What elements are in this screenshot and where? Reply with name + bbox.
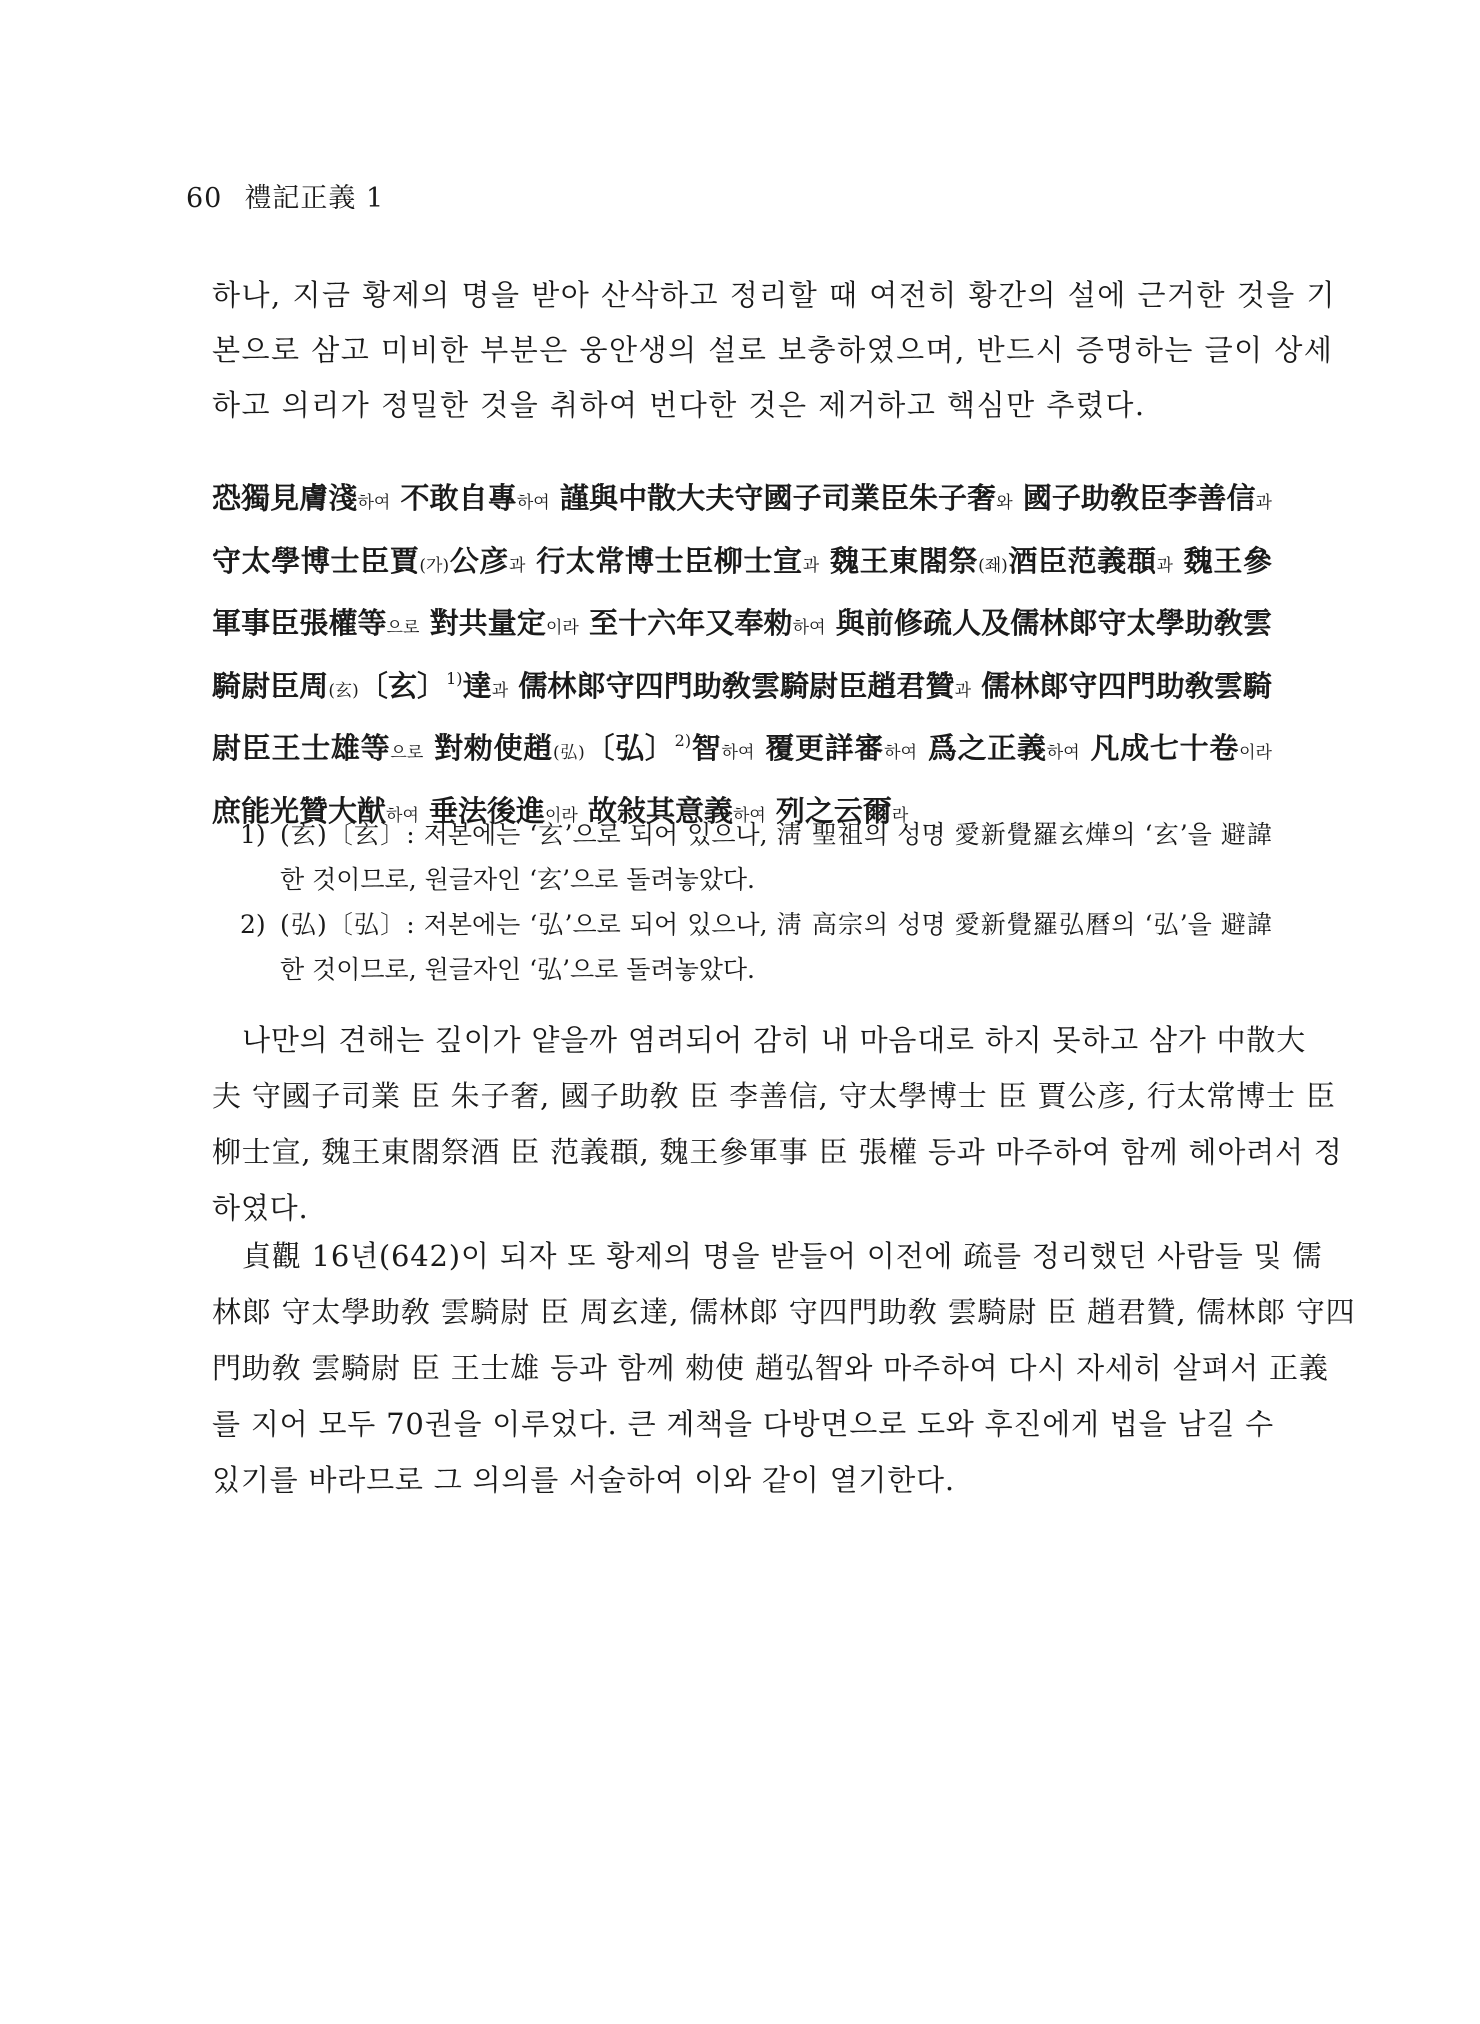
text-line: 본으로 삼고 미비한 부분은 웅안생의 설로 보충하였으며, 반드시 증명하는 글이 상세 (212, 333, 1334, 367)
text-line: 나만의 견해는 깊이가 얕을까 염려되어 감히 내 마음대로 하지 못하고 삼가 中散大 (242, 1023, 1307, 1057)
footnote-line: (玄)〔玄〕: 저본에는 ‘玄’으로 되어 있으나, 淸 聖祖의 성명 愛新覺羅玄燁의 ‘玄’을 避諱 (280, 820, 1272, 849)
footnote-marker: 2) (674, 731, 692, 750)
footnote-marker: 1) (446, 668, 463, 688)
footnote-item (240, 812, 1272, 902)
text-line: 있기를 바라므로 그 의의를 서술하여 이와 같이 열기한다. (212, 1463, 955, 1497)
text-line: 하고 의리가 정밀한 것을 취하여 번다한 것은 제거하고 핵심만 추렸다. (212, 388, 1146, 422)
text-line: 하였다. (212, 1191, 309, 1225)
text-line: 門助敎 雲騎尉 臣 王士雄 등과 함께 勑使 趙弘智와 마주하여 다시 자세히 살펴서 正義 (212, 1351, 1329, 1385)
translation-paragraph-1 (212, 268, 1337, 433)
translation-paragraph-3 (212, 1228, 1356, 1508)
original-line: 尉臣王士雄等으로 對勑使趙(弘)〔弘〕$^{2)}$智하여 覆更詳審하여 爲之正義하여 凡成七十卷이라 (212, 731, 1272, 765)
text-line: 를 지어 모두 70권을 이루었다. 큰 계책을 다방면으로 도와 후진에게 법을 남길 수 (212, 1407, 1274, 1441)
footnote-line: 한 것이므로, 원글자인 ‘玄’으로 돌려놓았다. (280, 865, 755, 894)
translation-paragraph-2 (212, 1012, 1343, 1236)
original-text-paragraph (212, 470, 1272, 845)
text-line: 하나, 지금 황제의 명을 받아 산삭하고 정리할 때 여전히 황간의 설에 근거한 것을 기 (212, 278, 1337, 312)
footnote-item (240, 902, 1272, 992)
text-line: 夫 守國子司業 臣 朱子奢, 國子助敎 臣 李善信, 守太學博士 臣 賈公彦, 行太常博士 臣 (212, 1079, 1336, 1113)
text-line: 林郞 守太學助敎 雲騎尉 臣 周玄達, 儒林郞 守四門助敎 雲騎尉 臣 趙君贊, 儒林郞 守四 (212, 1295, 1356, 1329)
original-line: 庶能光贊大猷하여 垂法後進이라 故敍其意義하여 列之云爾라 (212, 793, 909, 828)
book-title: 禮記正義 1 (244, 183, 385, 214)
original-line: 守太學博士臣賈(가)公彦과 行太常博士臣柳士宣과 魏王東閤祭(좨)酒臣范義頵과 魏王參 (212, 543, 1272, 578)
footnote-number: 1) (240, 820, 266, 849)
original-line: 恐獨見膚淺하여 不敢自專하여 謹與中散大夫守國子司業臣朱子奢와 國子助敎臣李善信과 (212, 481, 1272, 515)
text-line: 貞觀 16년(642)이 되자 또 황제의 명을 받들어 이전에 疏를 정리했던 사람들 및 儒 (242, 1239, 1323, 1273)
footnotes (240, 812, 1272, 992)
original-line: 騎尉臣周(玄)〔玄〕$^{1)}$達과 儒林郞守四門助敎雲騎尉臣趙君贊과 儒林郞守四門助敎雲騎 (212, 668, 1272, 703)
running-header (186, 176, 384, 215)
original-line: 軍事臣張權等으로 對共量定이라 至十六年又奉勑하여 與前修疏人及儒林郞守太學助敎雲 (212, 606, 1272, 640)
page-number: 60 (186, 183, 223, 214)
footnote-line: 한 것이므로, 원글자인 ‘弘’으로 돌려놓았다. (280, 955, 755, 984)
footnote-line: (弘)〔弘〕: 저본에는 ‘弘’으로 되어 있으나, 淸 高宗의 성명 愛新覺羅弘曆의 ‘弘’을 避諱 (280, 910, 1272, 939)
text-line: 柳士宣, 魏王東閤祭酒 臣 范義頵, 魏王參軍事 臣 張權 등과 마주하여 함께 헤아려서 정 (212, 1135, 1343, 1169)
footnote-number: 2) (240, 910, 266, 939)
